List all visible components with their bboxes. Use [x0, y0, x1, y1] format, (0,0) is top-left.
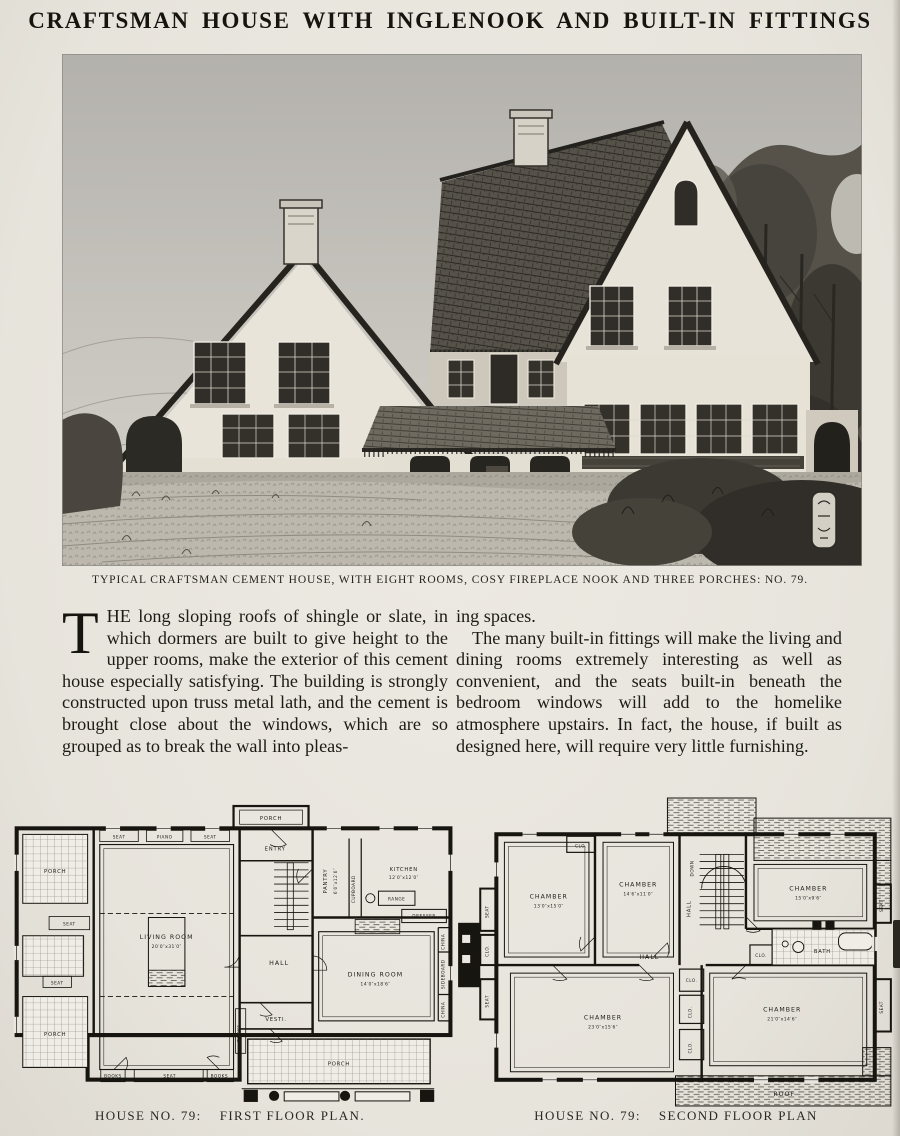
page-title: CRAFTSMAN HOUSE WITH INGLENOOK AND BUILT-IN FITTINGS — [28, 8, 872, 33]
label-clo-c: CLO. — [687, 1041, 693, 1054]
first-floor-caption-house: HOUSE NO. 79: — [95, 1108, 202, 1123]
label-books-b: BOOKS — [210, 1074, 229, 1080]
label-sideboard: SIDEBOARD — [441, 959, 447, 990]
label-hall-2: HALL — [639, 954, 660, 962]
label-roof: ROOF — [773, 1090, 796, 1098]
label-entry: ENTRY — [264, 846, 286, 853]
left-porch-block — [458, 923, 480, 987]
porch-floors — [23, 834, 430, 1083]
first-floor-caption — [4, 1108, 456, 1124]
paragraph-1-text: HE long sloping roofs of shingle or slate, in which dormers are built to give height to the upper rooms, make the exterior of this cement house especially satisfying. The building is strongly constructed upon truss metal lath, and the cement is brought close about the windows, which are so grouped as to break the wall into pleas- — [62, 606, 448, 756]
label-dresser: DRESSER — [412, 914, 436, 920]
artist-monogram — [812, 492, 836, 548]
label-chamber-sw-dim: 23′0″x15′6″ — [588, 1025, 618, 1031]
drop-cap: T — [62, 600, 99, 666]
left-chimney — [280, 200, 322, 264]
second-floor-plan-canvas — [452, 796, 900, 1110]
label-vesti: VESTI. — [265, 1016, 287, 1023]
label-chamber-n-dim: 14′6″x11′0″ — [623, 892, 654, 898]
label-seat-w2: SEAT — [50, 981, 64, 987]
label-seat-e2: SEAT — [878, 1001, 884, 1014]
label-porch-s: PORCH — [327, 1061, 351, 1068]
bathroom — [772, 921, 875, 965]
label-seat-s: SEAT — [163, 1074, 176, 1080]
second-floor-caption-plan: SECOND FLOOR PLAN — [658, 1108, 818, 1123]
first-floor-plan — [4, 804, 456, 1106]
label-chamber-se: CHAMBER — [763, 1006, 802, 1014]
ridge-chimney — [510, 110, 552, 166]
label-chamber-n: CHAMBER — [619, 881, 658, 889]
article-column-right — [456, 606, 842, 757]
label-china-2: CHINA — [441, 1001, 447, 1018]
house-illustration — [62, 54, 862, 566]
label-living-dim: 20′0″x31′0″ — [151, 944, 182, 950]
label-clo-b: CLO. — [687, 1006, 693, 1019]
paragraph-2: The many built-in fittings will make the living and dining rooms extremely interesting as well as convenient, and the seats built-in beneath the bedroom windows will add to the homelike atmosphere upstairs. In fact, the house, if built as designed here, will require very little furnishing. — [456, 627, 842, 756]
paragraph-1 — [62, 600, 448, 757]
label-chamber-ne-dim: 15′0″x9′6″ — [795, 896, 822, 902]
label-pantry-dim: 6′0″x12′0″ — [333, 867, 339, 895]
stairs — [274, 863, 308, 930]
paragraph-1-continuation: ing spaces. — [456, 606, 536, 626]
label-seat-a: SEAT — [112, 835, 126, 841]
left-shrub — [62, 413, 123, 514]
second-floor-caption — [452, 1108, 900, 1124]
attic-window — [674, 180, 698, 226]
label-seat-w1: SEAT — [63, 922, 76, 928]
label-kitchen: KITCHEN — [389, 866, 419, 873]
toilet — [793, 941, 804, 952]
label-piano: PIANO — [156, 835, 173, 841]
label-dining-room: DINING ROOM — [347, 971, 404, 979]
label-dining-dim: 14′0″x18′6″ — [360, 982, 391, 988]
label-porch-top: PORCH — [259, 816, 283, 823]
label-chamber-nw-dim: 13′0″x15′0″ — [533, 904, 564, 910]
label-books-a: BOOKS — [104, 1074, 122, 1080]
label-cupboard: CUPBOARD — [352, 875, 358, 904]
left-porch-arch — [126, 416, 182, 478]
label-seat-e1: SEAT — [878, 899, 884, 912]
label-bath: BATH — [813, 949, 831, 955]
label-clo-d: CLO. — [755, 953, 767, 959]
label-clo-a: CLO. — [685, 978, 698, 984]
label-seat-w1: SEAT — [484, 905, 490, 918]
article-column-left — [62, 600, 448, 757]
second-floor-plan — [452, 796, 900, 1110]
dining-room-detail — [319, 920, 435, 1021]
bathtub — [839, 933, 873, 950]
label-books-w: BOOKS — [237, 1024, 243, 1042]
porch-roof — [362, 406, 616, 453]
label-porch-nw: PORCH — [44, 868, 67, 875]
label-clo-w: CLO. — [484, 945, 490, 957]
label-kitchen-dim: 12′0″x12′0″ — [388, 875, 419, 881]
label-chamber-nw: CHAMBER — [529, 893, 568, 901]
label-chamber-sw: CHAMBER — [583, 1014, 623, 1022]
porch-posts — [242, 1089, 435, 1102]
label-china-1: CHINA — [441, 933, 447, 950]
label-clo-top: CLO. — [575, 843, 587, 849]
page-edge-mark — [893, 920, 900, 968]
label-down: DOWN — [689, 860, 695, 877]
label-living-room: LIVING ROOM — [139, 933, 194, 941]
label-seat-b: SEAT — [203, 835, 217, 841]
label-chamber-ne: CHAMBER — [789, 885, 828, 893]
sink — [782, 941, 788, 947]
label-pantry: PANTRY — [322, 868, 329, 894]
first-floor-caption-plan: FIRST FLOOR PLAN. — [219, 1108, 365, 1123]
first-floor-plan-canvas — [4, 804, 456, 1106]
label-hall-upper: HALL — [686, 900, 693, 917]
balcony-door — [490, 354, 518, 404]
second-floor-caption-house: HOUSE NO. 79: — [534, 1108, 641, 1123]
label-porch-sw: PORCH — [44, 1032, 67, 1039]
stairs-down — [700, 854, 746, 928]
label-hall: HALL — [269, 960, 290, 968]
label-range: RANGE — [388, 897, 406, 903]
label-seat-w2: SEAT — [484, 995, 490, 1008]
label-chamber-se-dim: 21′0″x14′6″ — [767, 1017, 798, 1023]
house-illustration-canvas — [62, 54, 862, 566]
illustration-caption: TYPICAL CRAFTSMAN CEMENT HOUSE, WITH EIGHT ROOMS, COSY FIREPLACE NOOK AND THREE PORCHES: NO. 79. — [92, 574, 808, 586]
